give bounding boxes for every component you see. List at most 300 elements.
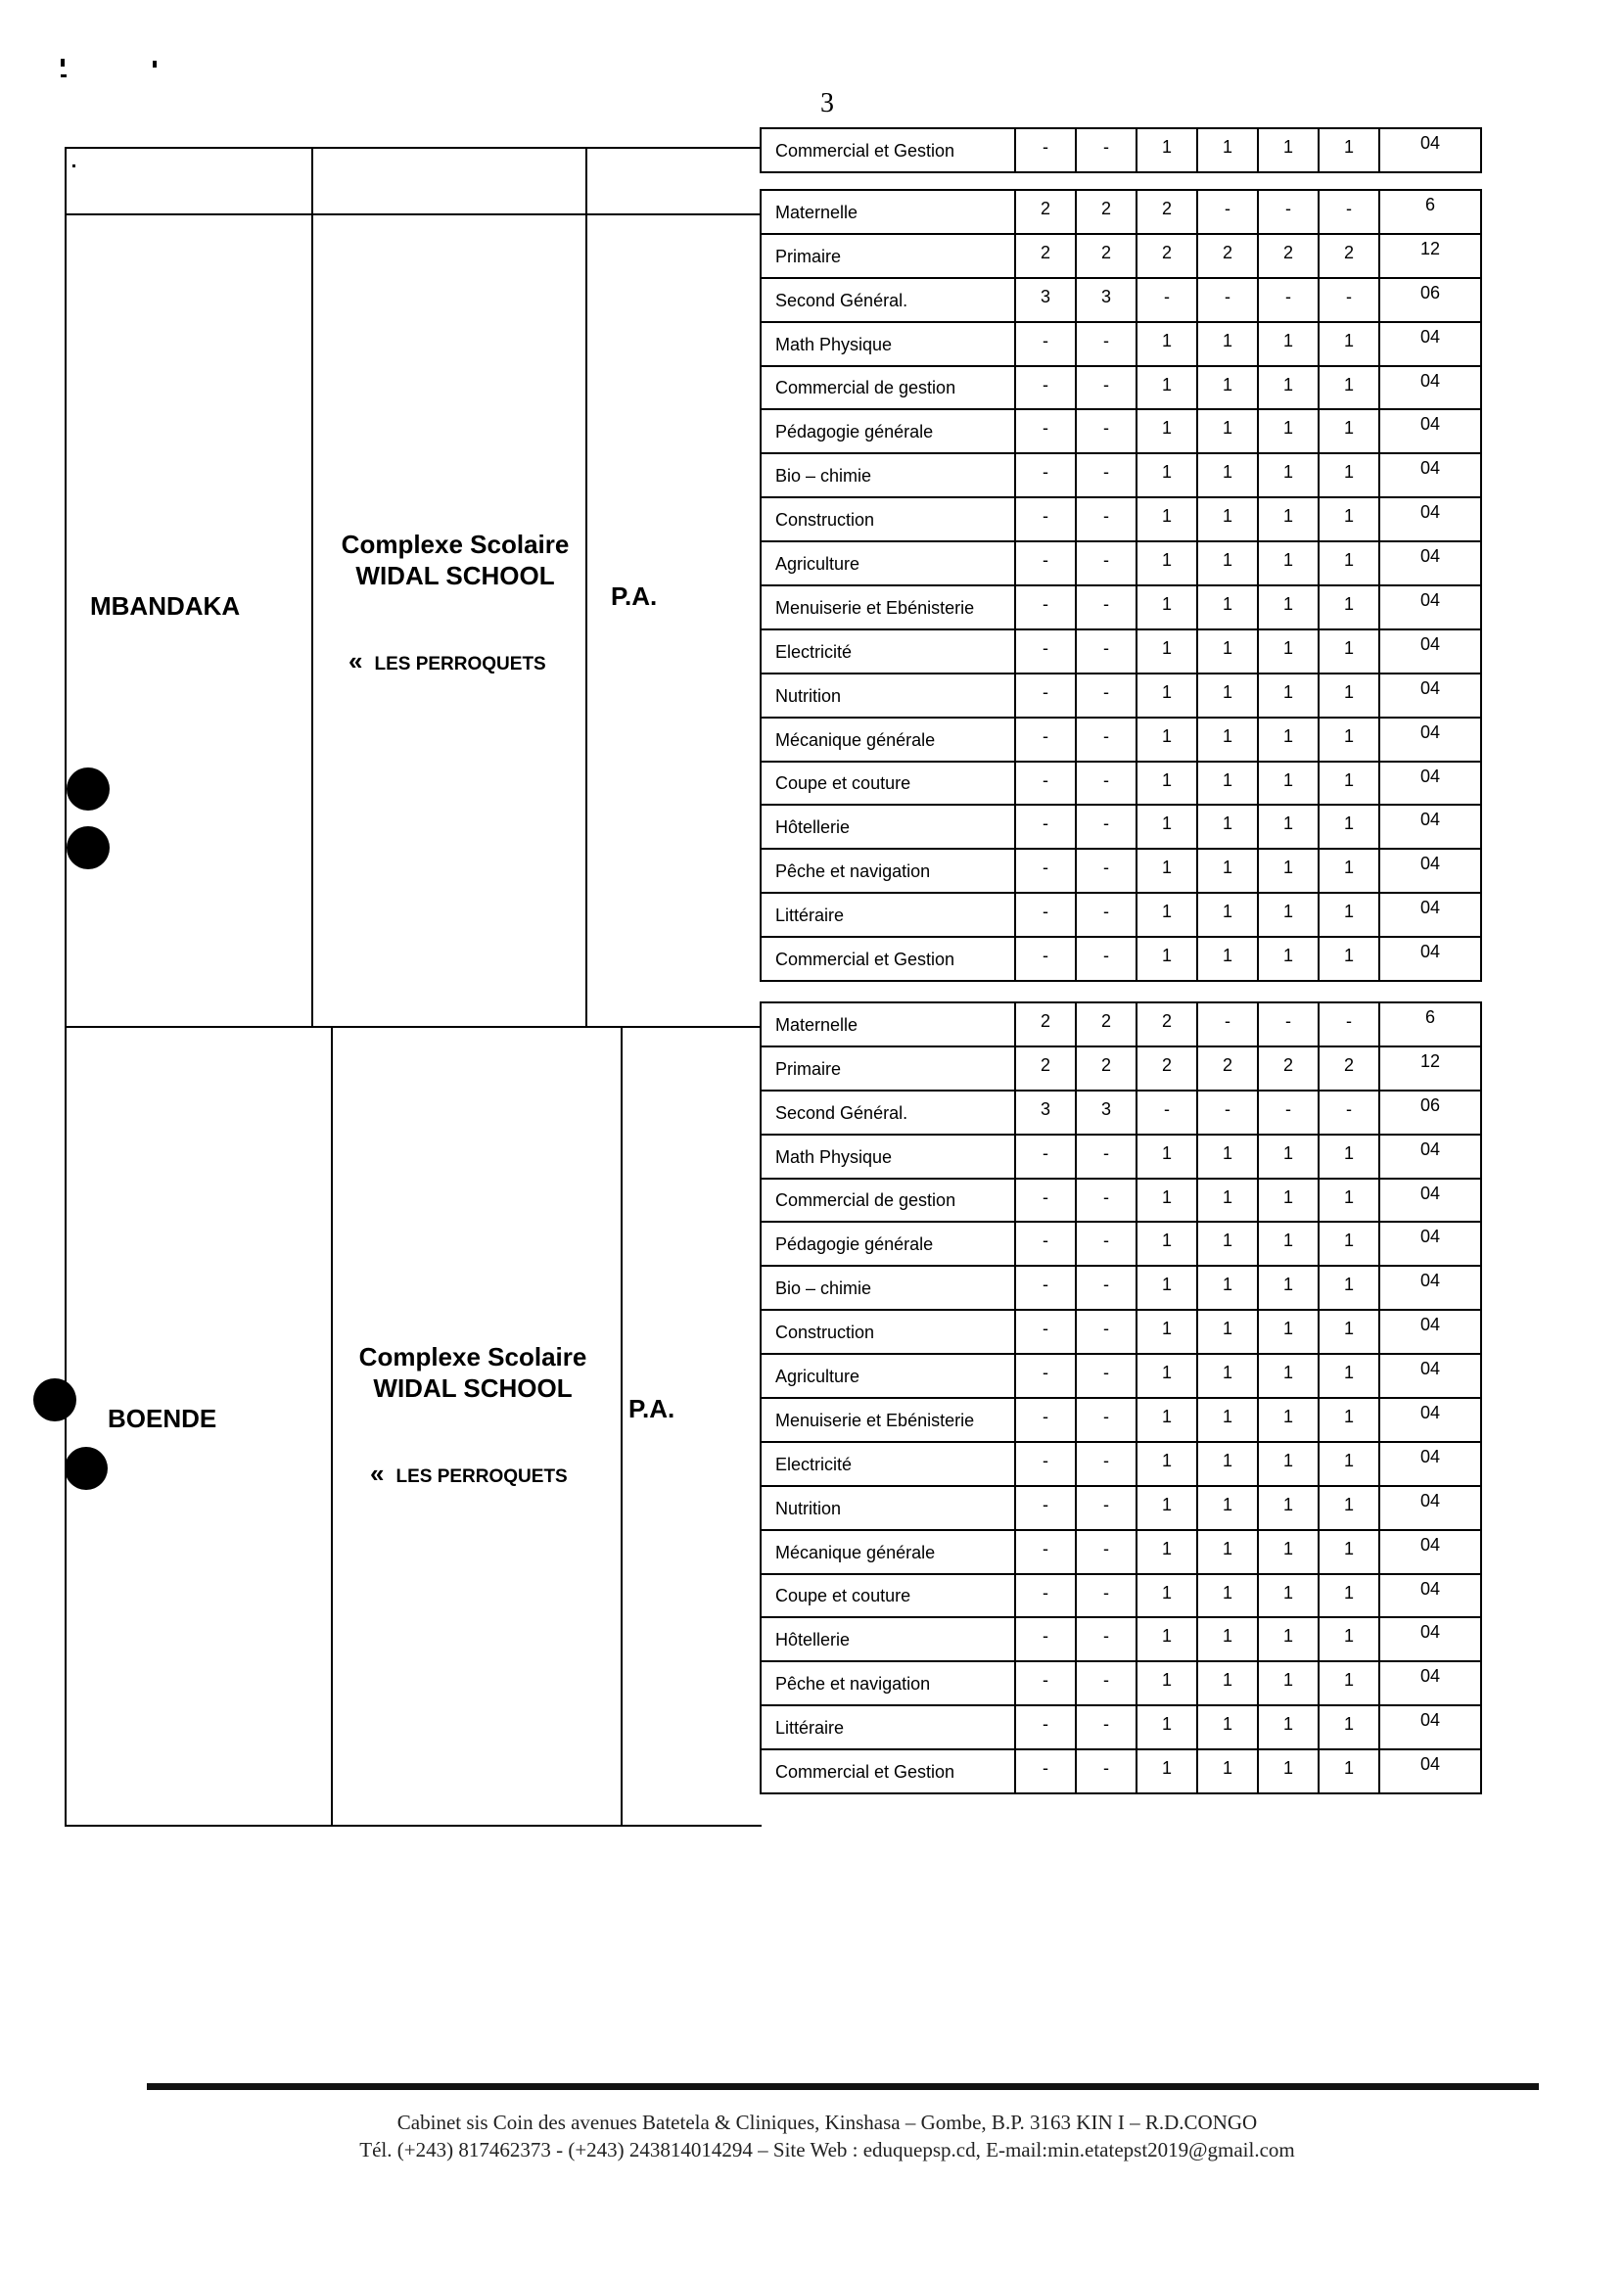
value-cell: 1 — [1258, 805, 1319, 849]
value-cell: - — [1015, 128, 1076, 172]
location-label: BOENDE — [108, 1404, 217, 1433]
value-cell: 1 — [1137, 762, 1197, 806]
value-cell: 1 — [1197, 937, 1258, 981]
value-cell: 1 — [1319, 1310, 1379, 1354]
column-divider — [331, 1026, 333, 1827]
value-cell: - — [1319, 1091, 1379, 1135]
value-cell: - — [1015, 1574, 1076, 1618]
value-cell: 1 — [1258, 453, 1319, 497]
value-cell: 1 — [1258, 1486, 1319, 1530]
value-cell: 2 — [1015, 1046, 1076, 1091]
value-cell: - — [1076, 1617, 1137, 1661]
total-cell: 12 — [1379, 234, 1481, 278]
value-cell: 1 — [1319, 409, 1379, 453]
value-cell: 1 — [1137, 1617, 1197, 1661]
value-cell: - — [1197, 1091, 1258, 1135]
value-cell: - — [1076, 1179, 1137, 1223]
value-cell: 1 — [1197, 1442, 1258, 1486]
value-cell: - — [1015, 1530, 1076, 1574]
value-cell: 1 — [1137, 541, 1197, 585]
table-row — [761, 1574, 1481, 1618]
value-cell: 1 — [1197, 1749, 1258, 1793]
value-cell: 1 — [1319, 674, 1379, 718]
value-cell: - — [1076, 1135, 1137, 1179]
table-row — [761, 1661, 1481, 1705]
value-cell: 1 — [1258, 1749, 1319, 1793]
value-cell: 1 — [1319, 718, 1379, 762]
value-cell: - — [1258, 278, 1319, 322]
subject-cell: Coupe et couture — [761, 1574, 1015, 1618]
subject-cell: Commercial et Gestion — [761, 128, 1015, 172]
value-cell: 1 — [1319, 893, 1379, 937]
subject-cell: Mécanique générale — [761, 1530, 1015, 1574]
footer-rule — [147, 2083, 1539, 2090]
value-cell: - — [1076, 893, 1137, 937]
value-cell: 1 — [1197, 805, 1258, 849]
total-cell: 04 — [1379, 1398, 1481, 1442]
value-cell: 1 — [1137, 1135, 1197, 1179]
value-cell: - — [1197, 1002, 1258, 1046]
value-cell: - — [1076, 322, 1137, 366]
value-cell: 3 — [1015, 1091, 1076, 1135]
value-cell: - — [1015, 1266, 1076, 1310]
stray-mark — [72, 164, 75, 167]
value-cell: 1 — [1197, 629, 1258, 674]
value-cell: 1 — [1319, 629, 1379, 674]
value-cell: 1 — [1319, 366, 1379, 410]
table-row — [761, 1002, 1481, 1046]
table-row — [761, 1310, 1481, 1354]
value-cell: - — [1076, 1661, 1137, 1705]
table-row — [761, 234, 1481, 278]
total-cell: 04 — [1379, 805, 1481, 849]
column-divider — [311, 147, 313, 215]
value-cell: - — [1015, 849, 1076, 893]
value-cell: 1 — [1197, 1398, 1258, 1442]
value-cell: 1 — [1319, 1222, 1379, 1266]
punch-hole — [33, 1378, 76, 1421]
value-cell: - — [1076, 497, 1137, 541]
value-cell: 1 — [1197, 322, 1258, 366]
value-cell: - — [1258, 1002, 1319, 1046]
column-divider — [585, 147, 587, 215]
value-cell: 2 — [1137, 234, 1197, 278]
value-cell: - — [1076, 1398, 1137, 1442]
value-cell: - — [1015, 497, 1076, 541]
subjects-table — [760, 1001, 1482, 1794]
stray-mark — [153, 61, 157, 68]
total-cell: 06 — [1379, 1091, 1481, 1135]
subject-cell: Maternelle — [761, 1002, 1015, 1046]
value-cell: 1 — [1197, 674, 1258, 718]
value-cell: - — [1076, 1266, 1137, 1310]
value-cell: 1 — [1137, 1266, 1197, 1310]
subject-cell: Commercial et Gestion — [761, 937, 1015, 981]
subject-cell: Construction — [761, 497, 1015, 541]
stray-mark — [61, 59, 65, 67]
subject-cell: Commercial de gestion — [761, 1179, 1015, 1223]
total-cell: 04 — [1379, 937, 1481, 981]
value-cell: 1 — [1197, 1266, 1258, 1310]
subject-cell: Math Physique — [761, 1135, 1015, 1179]
value-cell: 1 — [1137, 322, 1197, 366]
value-cell: - — [1015, 1135, 1076, 1179]
value-cell: - — [1076, 674, 1137, 718]
subtitle-quote: « — [370, 1459, 385, 1488]
value-cell: - — [1015, 1398, 1076, 1442]
subtitle-quote: « — [348, 646, 363, 675]
total-cell: 04 — [1379, 718, 1481, 762]
value-cell: 1 — [1258, 762, 1319, 806]
subject-cell: Second Général. — [761, 278, 1015, 322]
value-cell: - — [1197, 190, 1258, 234]
value-cell: 1 — [1319, 937, 1379, 981]
value-cell: 1 — [1319, 762, 1379, 806]
value-cell: 1 — [1258, 1442, 1319, 1486]
subtitle-text: LES PERROQUETS — [395, 1466, 568, 1487]
value-cell: 1 — [1319, 322, 1379, 366]
value-cell: - — [1015, 674, 1076, 718]
subject-cell: Primaire — [761, 1046, 1015, 1091]
value-cell: - — [1076, 1310, 1137, 1354]
value-cell: - — [1015, 1310, 1076, 1354]
value-cell: - — [1015, 718, 1076, 762]
value-cell: 2 — [1015, 190, 1076, 234]
value-cell: 1 — [1258, 497, 1319, 541]
value-cell: 2 — [1319, 234, 1379, 278]
value-cell: 1 — [1137, 1310, 1197, 1354]
school-name: Complexe Scolaire WIDAL SCHOOL — [341, 530, 570, 590]
school-subtitle — [348, 646, 546, 676]
value-cell: - — [1076, 1749, 1137, 1793]
footer-address: Cabinet sis Coin des avenues Batetela & Cliniques, Kinshasa – Gombe, B.P. 3163 KIN I – R.D.CONGO — [396, 2111, 1258, 2134]
value-cell: 1 — [1258, 849, 1319, 893]
value-cell: 1 — [1319, 1749, 1379, 1793]
total-cell: 12 — [1379, 1046, 1481, 1091]
value-cell: - — [1076, 453, 1137, 497]
value-cell: 3 — [1076, 1091, 1137, 1135]
total-cell: 04 — [1379, 849, 1481, 893]
value-cell: 1 — [1319, 849, 1379, 893]
value-cell: 1 — [1319, 453, 1379, 497]
value-cell: - — [1076, 585, 1137, 629]
value-cell: - — [1015, 893, 1076, 937]
value-cell: - — [1015, 366, 1076, 410]
value-cell: 2 — [1076, 234, 1137, 278]
value-cell: 1 — [1258, 1310, 1319, 1354]
value-cell: - — [1076, 409, 1137, 453]
value-cell: 1 — [1319, 128, 1379, 172]
value-cell: 1 — [1258, 1661, 1319, 1705]
value-cell: 2 — [1137, 190, 1197, 234]
value-cell: 1 — [1258, 409, 1319, 453]
value-cell: 2 — [1137, 1002, 1197, 1046]
subject-cell: Agriculture — [761, 541, 1015, 585]
value-cell: 1 — [1197, 128, 1258, 172]
value-cell: 1 — [1137, 629, 1197, 674]
value-cell: 1 — [1319, 1530, 1379, 1574]
stray-mark — [61, 74, 67, 77]
value-cell: 1 — [1137, 1530, 1197, 1574]
value-cell: 1 — [1197, 1530, 1258, 1574]
table-row — [761, 1179, 1481, 1223]
value-cell: - — [1015, 1222, 1076, 1266]
value-cell: 1 — [1319, 497, 1379, 541]
total-cell: 04 — [1379, 1222, 1481, 1266]
table-row — [761, 1398, 1481, 1442]
value-cell: 1 — [1197, 893, 1258, 937]
regime-label: P.A. — [628, 1394, 675, 1423]
value-cell: 1 — [1319, 1266, 1379, 1310]
value-cell: - — [1015, 805, 1076, 849]
subject-cell: Maternelle — [761, 190, 1015, 234]
value-cell: 1 — [1319, 1574, 1379, 1618]
total-cell: 04 — [1379, 1135, 1481, 1179]
table-row — [761, 805, 1481, 849]
value-cell: 1 — [1197, 585, 1258, 629]
value-cell: 1 — [1319, 1486, 1379, 1530]
subtitle-text: LES PERROQUETS — [374, 654, 546, 674]
subject-cell: Commercial de gestion — [761, 366, 1015, 410]
total-cell: 04 — [1379, 1705, 1481, 1749]
table-row — [761, 762, 1481, 806]
value-cell: - — [1319, 1002, 1379, 1046]
subjects-table — [760, 189, 1482, 982]
value-cell: 1 — [1137, 718, 1197, 762]
value-cell: 2 — [1076, 1002, 1137, 1046]
value-cell: - — [1076, 1530, 1137, 1574]
total-cell: 6 — [1379, 190, 1481, 234]
value-cell: 1 — [1137, 366, 1197, 410]
value-cell: 1 — [1137, 1179, 1197, 1223]
value-cell: 1 — [1258, 1574, 1319, 1618]
value-cell: 1 — [1258, 674, 1319, 718]
total-cell: 06 — [1379, 278, 1481, 322]
value-cell: 1 — [1197, 762, 1258, 806]
value-cell: - — [1319, 190, 1379, 234]
subject-cell: Littéraire — [761, 1705, 1015, 1749]
value-cell: 1 — [1258, 1135, 1319, 1179]
value-cell: 1 — [1137, 937, 1197, 981]
value-cell: 1 — [1137, 1442, 1197, 1486]
table-row — [761, 278, 1481, 322]
total-cell: 04 — [1379, 674, 1481, 718]
table-row — [761, 1617, 1481, 1661]
subject-cell: Hôtellerie — [761, 1617, 1015, 1661]
value-cell: 2 — [1258, 234, 1319, 278]
value-cell: 1 — [1319, 1135, 1379, 1179]
subject-cell: Nutrition — [761, 1486, 1015, 1530]
total-cell: 04 — [1379, 1266, 1481, 1310]
subject-cell: Pédagogie générale — [761, 409, 1015, 453]
value-cell: 1 — [1197, 1661, 1258, 1705]
value-cell: 1 — [1258, 1398, 1319, 1442]
value-cell: 1 — [1258, 1222, 1319, 1266]
table-row — [761, 585, 1481, 629]
table-row — [761, 1486, 1481, 1530]
table-row — [761, 1530, 1481, 1574]
subject-cell: Pêche et navigation — [761, 1661, 1015, 1705]
value-cell: 1 — [1258, 322, 1319, 366]
value-cell: - — [1015, 453, 1076, 497]
column-divider — [585, 213, 587, 1028]
subject-cell: Pédagogie générale — [761, 1222, 1015, 1266]
subject-cell: Menuiserie et Ebénisterie — [761, 585, 1015, 629]
value-cell: - — [1015, 1705, 1076, 1749]
value-cell: 2 — [1258, 1046, 1319, 1091]
value-cell: - — [1015, 1486, 1076, 1530]
value-cell: 2 — [1319, 1046, 1379, 1091]
value-cell: - — [1015, 322, 1076, 366]
regime-label: P.A. — [611, 581, 658, 611]
table-row — [761, 497, 1481, 541]
subject-cell: Bio – chimie — [761, 453, 1015, 497]
value-cell: - — [1258, 1091, 1319, 1135]
value-cell: 1 — [1197, 1354, 1258, 1398]
value-cell: 1 — [1197, 849, 1258, 893]
value-cell: 1 — [1197, 1574, 1258, 1618]
value-cell: - — [1015, 585, 1076, 629]
table-row — [761, 128, 1481, 172]
subject-cell: Commercial et Gestion — [761, 1749, 1015, 1793]
value-cell: - — [1258, 190, 1319, 234]
punch-hole — [67, 767, 110, 811]
value-cell: - — [1076, 718, 1137, 762]
subject-cell: Agriculture — [761, 1354, 1015, 1398]
value-cell: 1 — [1258, 1179, 1319, 1223]
value-cell: 1 — [1137, 893, 1197, 937]
total-cell: 04 — [1379, 1530, 1481, 1574]
value-cell: - — [1076, 937, 1137, 981]
value-cell: - — [1076, 1442, 1137, 1486]
value-cell: 1 — [1258, 1266, 1319, 1310]
total-cell: 04 — [1379, 762, 1481, 806]
value-cell: 1 — [1137, 1486, 1197, 1530]
value-cell: - — [1015, 937, 1076, 981]
value-cell: 1 — [1197, 1617, 1258, 1661]
total-cell: 04 — [1379, 497, 1481, 541]
value-cell: - — [1076, 1486, 1137, 1530]
table-row — [761, 1354, 1481, 1398]
value-cell: 1 — [1319, 1617, 1379, 1661]
value-cell: 1 — [1137, 453, 1197, 497]
subject-cell: Bio – chimie — [761, 1266, 1015, 1310]
total-cell: 04 — [1379, 585, 1481, 629]
value-cell: 1 — [1197, 1135, 1258, 1179]
value-cell: - — [1076, 541, 1137, 585]
value-cell: 1 — [1319, 1398, 1379, 1442]
value-cell: 1 — [1137, 1574, 1197, 1618]
value-cell: - — [1076, 366, 1137, 410]
table-row — [761, 322, 1481, 366]
fragment-table — [760, 127, 1482, 173]
value-cell: 1 — [1197, 1486, 1258, 1530]
subject-cell: Nutrition — [761, 674, 1015, 718]
subject-cell: Coupe et couture — [761, 762, 1015, 806]
value-cell: - — [1076, 1354, 1137, 1398]
value-cell: 1 — [1258, 1530, 1319, 1574]
subject-cell: Littéraire — [761, 893, 1015, 937]
table-row — [761, 453, 1481, 497]
value-cell: - — [1015, 1661, 1076, 1705]
value-cell: 3 — [1076, 278, 1137, 322]
table-row — [761, 190, 1481, 234]
value-cell: 1 — [1319, 1179, 1379, 1223]
table-row — [761, 937, 1481, 981]
value-cell: 1 — [1137, 128, 1197, 172]
subject-cell: Pêche et navigation — [761, 849, 1015, 893]
value-cell: 2 — [1197, 234, 1258, 278]
total-cell: 04 — [1379, 409, 1481, 453]
school-name: Complexe Scolaire WIDAL SCHOOL — [358, 1342, 587, 1403]
value-cell: 1 — [1137, 1222, 1197, 1266]
column-divider — [311, 213, 313, 1028]
value-cell: 1 — [1197, 497, 1258, 541]
table-row — [761, 1135, 1481, 1179]
value-cell: 2 — [1015, 234, 1076, 278]
value-cell: 2 — [1015, 1002, 1076, 1046]
value-cell: - — [1076, 1705, 1137, 1749]
table-row — [761, 1091, 1481, 1135]
value-cell: - — [1137, 1091, 1197, 1135]
value-cell: - — [1015, 409, 1076, 453]
total-cell: 04 — [1379, 1661, 1481, 1705]
table-row — [761, 1046, 1481, 1091]
value-cell: - — [1015, 1442, 1076, 1486]
value-cell: 1 — [1258, 718, 1319, 762]
subject-cell: Menuiserie et Ebénisterie — [761, 1398, 1015, 1442]
value-cell: 1 — [1137, 1749, 1197, 1793]
table-row — [761, 629, 1481, 674]
value-cell: 1 — [1319, 805, 1379, 849]
total-cell: 04 — [1379, 1354, 1481, 1398]
table-row — [761, 674, 1481, 718]
total-cell: 04 — [1379, 1442, 1481, 1486]
table-row — [761, 541, 1481, 585]
subject-cell: Mécanique générale — [761, 718, 1015, 762]
value-cell: 1 — [1258, 366, 1319, 410]
value-cell: 3 — [1015, 278, 1076, 322]
value-cell: - — [1076, 128, 1137, 172]
value-cell: 1 — [1319, 1354, 1379, 1398]
value-cell: 1 — [1258, 1617, 1319, 1661]
total-cell: 04 — [1379, 1310, 1481, 1354]
value-cell: - — [1137, 278, 1197, 322]
value-cell: 1 — [1319, 1705, 1379, 1749]
total-cell: 04 — [1379, 1179, 1481, 1223]
value-cell: 1 — [1137, 1354, 1197, 1398]
value-cell: 1 — [1258, 541, 1319, 585]
total-cell: 04 — [1379, 629, 1481, 674]
table-row — [761, 1222, 1481, 1266]
value-cell: 1 — [1258, 893, 1319, 937]
value-cell: 1 — [1319, 585, 1379, 629]
table-row — [761, 718, 1481, 762]
value-cell: 2 — [1076, 190, 1137, 234]
subject-cell: Construction — [761, 1310, 1015, 1354]
table-row — [761, 849, 1481, 893]
subject-cell: Primaire — [761, 234, 1015, 278]
table-row — [761, 893, 1481, 937]
value-cell: 1 — [1319, 541, 1379, 585]
value-cell: 1 — [1137, 1705, 1197, 1749]
table-row — [761, 1749, 1481, 1793]
value-cell: 1 — [1319, 1442, 1379, 1486]
value-cell: - — [1076, 805, 1137, 849]
value-cell: - — [1015, 762, 1076, 806]
value-cell: - — [1015, 1749, 1076, 1793]
value-cell: 1 — [1197, 453, 1258, 497]
